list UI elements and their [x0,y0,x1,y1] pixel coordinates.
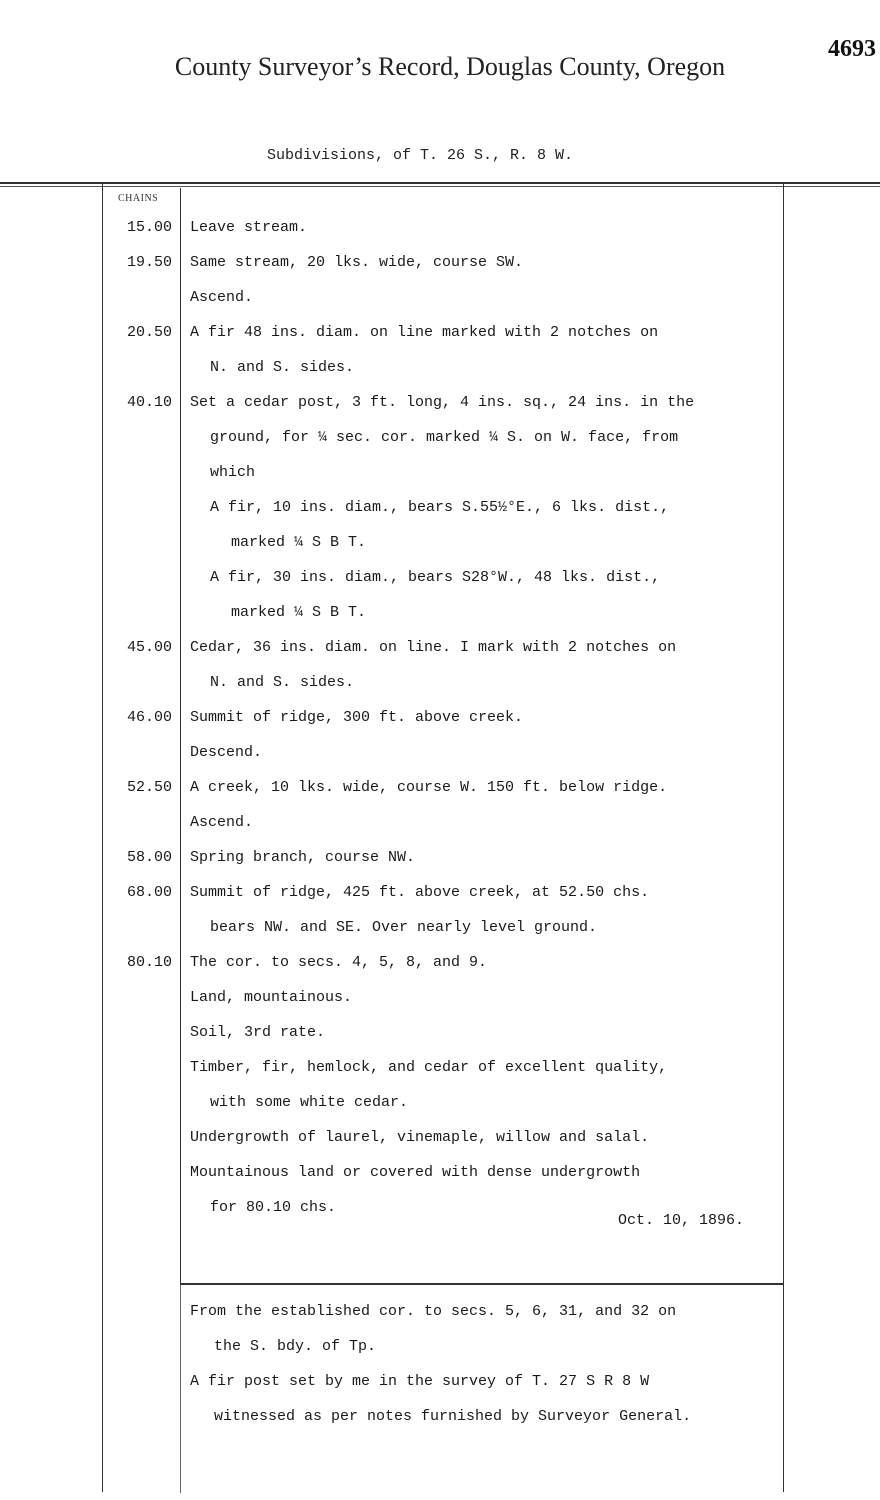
entry-row [0,528,880,563]
entry-row [0,773,880,808]
entry-row [0,738,880,773]
entry-row [0,1193,880,1228]
entry-text: for 80.10 chs. [210,1199,337,1216]
entry-row [0,843,880,878]
footer-text: the S. bdy. of Tp. [214,1338,377,1355]
footer-text: witnessed as per notes furnished by Surveyor General. [214,1408,692,1425]
chain-value: 40.10 [126,394,172,411]
chain-value: 58.00 [126,849,172,866]
entry-text: A fir 48 ins. diam. on line marked with 2 notches on [190,324,659,341]
page-title: County Surveyor’s Record, Douglas County, Oregon [174,52,726,81]
entry-row [0,983,880,1018]
entry-row [0,948,880,983]
chains-column-header: CHAINS [118,193,159,204]
entry-row [0,1018,880,1053]
entry-text: Timber, fir, hemlock, and cedar of excellent quality, [190,1059,668,1076]
entry-row [0,213,880,248]
entry-text: The cor. to secs. 4, 5, 8, and 9. [190,954,488,971]
entry-text: Undergrowth of laurel, vinemaple, willow and salal. [190,1129,650,1146]
entry-text: Mountainous land or covered with dense undergrowth [190,1164,641,1181]
entry-text: Soil, 3rd rate. [190,1024,326,1041]
page-number: 4693 [828,36,876,62]
entry-row [0,283,880,318]
chain-value: 15.00 [126,219,172,236]
entry-row [0,318,880,353]
entry-text: marked ¼ S B T. [231,534,367,551]
entry-row [0,353,880,388]
top-rule-secondary [0,186,880,187]
top-rule [0,182,880,184]
section-separator [180,1283,783,1285]
footer-text: From the established cor. to secs. 5, 6, 31, and 32 on [190,1303,677,1320]
entry-text: A fir, 10 ins. diam., bears S.55½°E., 6 lks. dist., [210,499,670,516]
footer-row [0,1402,880,1437]
chain-value: 45.00 [126,639,172,656]
entry-row [0,808,880,843]
footer-text: A fir post set by me in the survey of T. 27 S R 8 W [190,1373,650,1390]
entry-text: Descend. [190,744,263,761]
entry-row [0,423,880,458]
entry-row [0,633,880,668]
entry-row [0,913,880,948]
entry-text: Ascend. [190,289,254,306]
entry-text: N. and S. sides. [210,359,355,376]
entry-row [0,1123,880,1158]
footer-row [0,1367,880,1402]
field-notes-entries [0,213,880,1228]
entry-text: ground, for ¼ sec. cor. marked ¼ S. on W. face, from [210,429,679,446]
entry-row [0,1088,880,1123]
entry-text: Summit of ridge, 425 ft. above creek, at 52.50 chs. [190,884,650,901]
entry-row [0,598,880,633]
entry-text: which [210,464,256,481]
entry-row [0,388,880,423]
entry-text: N. and S. sides. [210,674,355,691]
entry-row [0,1053,880,1088]
entry-row [0,1158,880,1193]
entry-text: with some white cedar. [210,1094,409,1111]
chain-value: 19.50 [126,254,172,271]
chain-value: 52.50 [126,779,172,796]
chain-value: 46.00 [126,709,172,726]
entry-text: A fir, 30 ins. diam., bears S28°W., 48 lks. dist., [210,569,661,586]
entry-text: Spring branch, course NW. [190,849,416,866]
entry-text: Leave stream. [190,219,308,236]
chain-value: 68.00 [126,884,172,901]
footer-row [0,1297,880,1332]
entry-text: Ascend. [190,814,254,831]
chain-value: 20.50 [126,324,172,341]
entry-text: bears NW. and SE. Over nearly level ground. [210,919,598,936]
entry-row [0,878,880,913]
footer-row [0,1332,880,1367]
entry-row [0,493,880,528]
entry-text: Same stream, 20 lks. wide, course SW. [190,254,524,271]
entry-text: marked ¼ S B T. [231,604,367,621]
chain-value: 80.10 [126,954,172,971]
entry-text: A creek, 10 lks. wide, course W. 150 ft. below ridge. [190,779,668,796]
entry-row [0,458,880,493]
entry-row [0,563,880,598]
entry-text: Summit of ridge, 300 ft. above creek. [190,709,524,726]
entry-date: Oct. 10, 1896. [618,1212,745,1229]
entry-row [0,703,880,738]
entry-row [0,248,880,283]
section-subtitle: Subdivisions, of T. 26 S., R. 8 W. [266,147,574,164]
footer-notes [0,1297,880,1437]
entry-text: Land, mountainous. [190,989,353,1006]
entry-text: Set a cedar post, 3 ft. long, 4 ins. sq., 24 ins. in the [190,394,695,411]
entry-row [0,668,880,703]
entry-text: Cedar, 36 ins. diam. on line. I mark with 2 notches on [190,639,677,656]
